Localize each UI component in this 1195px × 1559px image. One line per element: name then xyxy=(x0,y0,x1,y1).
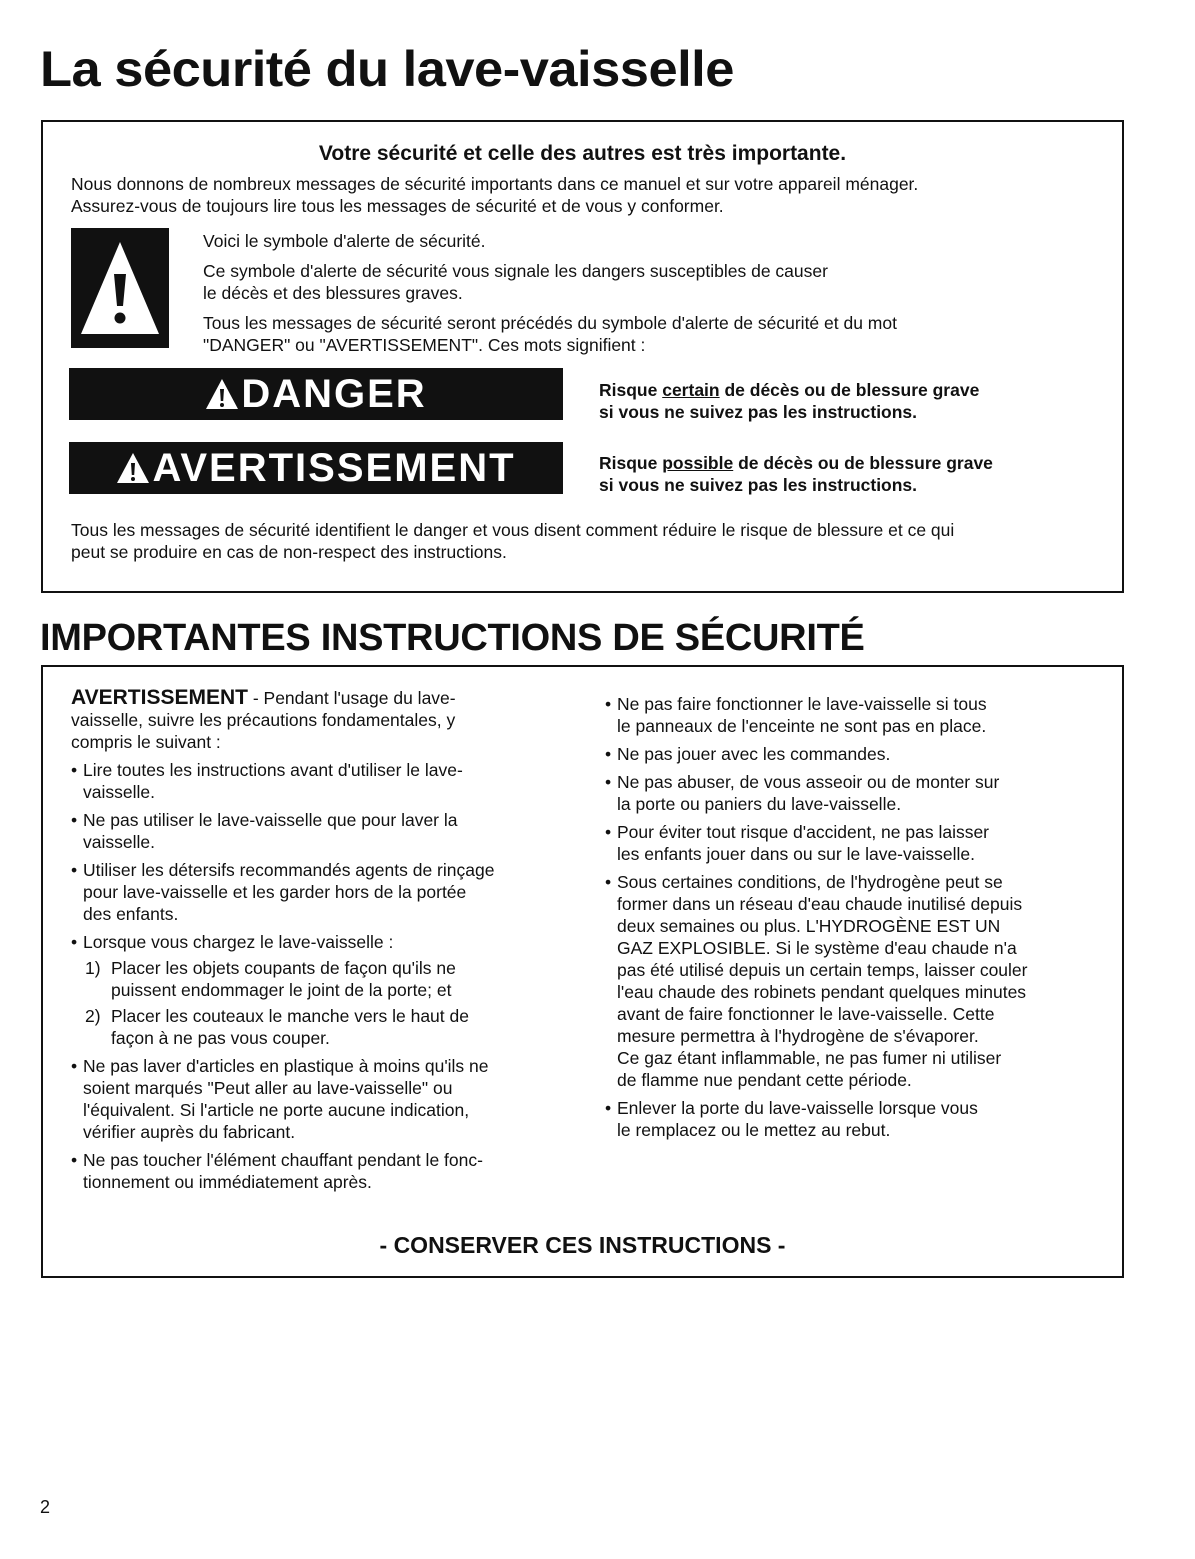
lead-paragraph xyxy=(71,687,571,753)
list-item-line: former dans un réseau d'eau chaude inutilisé depuis xyxy=(617,894,1023,914)
list-item-line: GAZ EXPLOSIBLE. Si le système d'eau chaude n'a xyxy=(617,938,1017,958)
list-item-line: tionnement ou immédiatement après. xyxy=(83,1172,372,1192)
instructions-title: IMPORTANTES INSTRUCTIONS DE SÉCURITÉ xyxy=(40,617,865,659)
symbol-line: Voici le symbole d'alerte de sécurité. xyxy=(203,231,486,251)
list-item-line: pour lave-vaisselle et les garder hors de la portée xyxy=(83,882,467,902)
list-item xyxy=(605,771,1105,815)
instructions-left-column xyxy=(71,687,571,1193)
list-item-line: Utiliser les détersifs recommandés agents de rinçage xyxy=(83,860,495,880)
lead-text: - Pendant l'usage du lave- xyxy=(247,688,456,708)
list-item-line: Ne pas abuser, de vous asseoir ou de monter sur xyxy=(617,772,1000,792)
numbered-item-marker: 1) xyxy=(85,958,101,978)
list-item xyxy=(605,821,1105,865)
alert-triangle-icon xyxy=(116,451,150,485)
list-item-line: vaisselle. xyxy=(83,832,155,852)
list-item-line: Ne pas laver d'articles en plastique à moins qu'ils ne xyxy=(83,1056,489,1076)
list-item-line: le remplacez ou le mettez au rebut. xyxy=(617,1120,891,1140)
instructions-right-column xyxy=(605,687,1105,1141)
list-item-line: deux semaines ou plus. L'HYDROGÈNE EST UN xyxy=(617,916,1001,936)
symbol-line-part: le décès et des blessures graves. xyxy=(203,283,463,303)
numbered-item-marker: 2) xyxy=(85,1006,101,1026)
safety-intro-line: Assurez-vous de toujours lire tous les messages de sécurité et de vous y conformer. xyxy=(71,196,724,216)
list-item-line: les enfants jouer dans ou sur le lave-vaisselle. xyxy=(617,844,975,864)
list-item-line: Lorsque vous chargez le lave-vaisselle : xyxy=(83,932,394,952)
safety-intro xyxy=(71,173,1111,217)
safety-message-box xyxy=(41,120,1124,593)
symbol-line-part: "DANGER" ou "AVERTISSEMENT". Ces mots signifient : xyxy=(203,335,646,355)
warning-description xyxy=(599,452,993,496)
list-item-line: mesure permettra à l'hydrogène de s'évaporer. xyxy=(617,1026,979,1046)
safety-alert-symbol xyxy=(71,228,169,348)
numbered-item-line: puissent endommager le joint de la porte; et xyxy=(111,980,452,1000)
safety-intro-line: Nous donnons de nombreux messages de sécurité importants dans ce manuel et sur votre appareil ménager. xyxy=(71,174,919,194)
alert-triangle-icon xyxy=(205,377,239,411)
list-item-line: soient marqués "Peut aller au lave-vaisselle" ou xyxy=(83,1078,453,1098)
lead-keyword: AVERTISSEMENT xyxy=(71,686,248,709)
list-item-line: des enfants. xyxy=(83,904,179,924)
warning-label: AVERTISSEMENT xyxy=(152,445,516,490)
list-item xyxy=(71,931,571,953)
symbol-explanation xyxy=(203,230,1093,364)
list-item xyxy=(71,1055,571,1143)
danger-banner xyxy=(69,368,563,420)
list-item-line: avant de faire fonctionner le lave-vaisselle. Cette xyxy=(617,1004,995,1024)
safety-box-footer xyxy=(71,519,1116,563)
list-item-line: Ne pas toucher l'élément chauffant pendant le fonc- xyxy=(83,1150,483,1170)
lead-text: vaisselle, suivre les précautions fondamentales, y xyxy=(71,710,456,730)
numbered-item-line: façon à ne pas vous couper. xyxy=(111,1028,330,1048)
safety-footer-line: peut se produire en cas de non-respect des instructions. xyxy=(71,542,507,562)
list-item-line: Lire toutes les instructions avant d'utiliser le lave- xyxy=(83,760,463,780)
safety-footer-line: Tous les messages de sécurité identifient le danger et vous disent comment réduire le risque de blessure et ce qui xyxy=(71,520,955,540)
list-item-line: le panneaux de l'enceinte ne sont pas en place. xyxy=(617,716,987,736)
list-item-line: Ce gaz étant inflammable, ne pas fumer ni utiliser xyxy=(617,1048,1002,1068)
warning-desc-text: de décès ou de blessure grave xyxy=(733,453,993,473)
conserve-instructions: - CONSERVER CES INSTRUCTIONS - xyxy=(379,1232,786,1258)
danger-desc-keyword: certain xyxy=(662,380,720,400)
list-item-line: Ne pas utiliser le lave-vaisselle que pour laver la xyxy=(83,810,458,830)
right-instruction-list xyxy=(605,693,1105,1141)
warning-desc-text: si vous ne suivez pas les instructions. xyxy=(599,475,918,495)
list-item xyxy=(71,1149,571,1193)
safety-box-heading: Votre sécurité et celle des autres est très importante. xyxy=(318,142,847,165)
warning-banner xyxy=(69,442,563,494)
list-item-line: Ne pas jouer avec les commandes. xyxy=(617,744,891,764)
page-number: 2 xyxy=(40,1497,51,1517)
list-item xyxy=(605,693,1105,737)
numbered-item xyxy=(71,1005,571,1049)
symbol-line-part: Tous les messages de sécurité seront précédés du symbole d'alerte de sécurité et du mot xyxy=(203,313,897,333)
warning-desc-text: Risque xyxy=(599,453,663,473)
list-item xyxy=(605,1097,1105,1141)
list-item-line: Ne pas faire fonctionner le lave-vaisselle si tous xyxy=(617,694,987,714)
warning-desc-keyword: possible xyxy=(662,453,734,473)
instructions-box xyxy=(41,665,1124,1278)
list-item xyxy=(605,871,1105,1091)
numbered-list xyxy=(71,957,571,1049)
left-instruction-list xyxy=(71,759,571,953)
danger-desc-text: Risque xyxy=(599,380,663,400)
danger-desc-text: de décès ou de blessure grave xyxy=(719,380,980,400)
page-title: La sécurité du lave-vaisselle xyxy=(40,41,734,97)
list-item-line: la porte ou paniers du lave-vaisselle. xyxy=(617,794,902,814)
danger-desc-text: si vous ne suivez pas les instructions. xyxy=(599,402,918,422)
list-item xyxy=(71,809,571,853)
numbered-item-line: Placer les objets coupants de façon qu'ils ne xyxy=(111,958,456,978)
symbol-line xyxy=(203,312,1093,356)
list-item xyxy=(71,859,571,925)
list-item-line: vérifier auprès du fabricant. xyxy=(83,1122,296,1142)
symbol-line xyxy=(203,260,1093,304)
list-item xyxy=(71,759,571,803)
numbered-item xyxy=(71,957,571,1001)
list-item-line: Sous certaines conditions, de l'hydrogène peut se xyxy=(617,872,1003,892)
list-item-line: Pour éviter tout risque d'accident, ne pas laisser xyxy=(617,822,990,842)
list-item-line: l'équivalent. Si l'article ne porte aucune indication, xyxy=(83,1100,470,1120)
list-item-line: de flamme nue pendant cette période. xyxy=(617,1070,912,1090)
list-item-line: Enlever la porte du lave-vaisselle lorsque vous xyxy=(617,1098,978,1118)
list-item xyxy=(605,743,1105,765)
safety-alert-triangle-icon xyxy=(77,236,163,340)
list-item-line: l'eau chaude des robinets pendant quelques minutes xyxy=(617,982,1027,1002)
danger-description xyxy=(599,379,979,423)
symbol-line-part: Ce symbole d'alerte de sécurité vous signale les dangers susceptibles de causer xyxy=(203,261,828,281)
list-item-line: pas été utilisé depuis un certain temps, laisser couler xyxy=(617,960,1028,980)
danger-label: DANGER xyxy=(241,371,427,416)
list-item-line: vaisselle. xyxy=(83,782,155,802)
lead-text: compris le suivant : xyxy=(71,732,221,752)
left-instruction-list-continued xyxy=(71,1055,571,1193)
numbered-item-line: Placer les couteaux le manche vers le haut de xyxy=(111,1006,469,1026)
